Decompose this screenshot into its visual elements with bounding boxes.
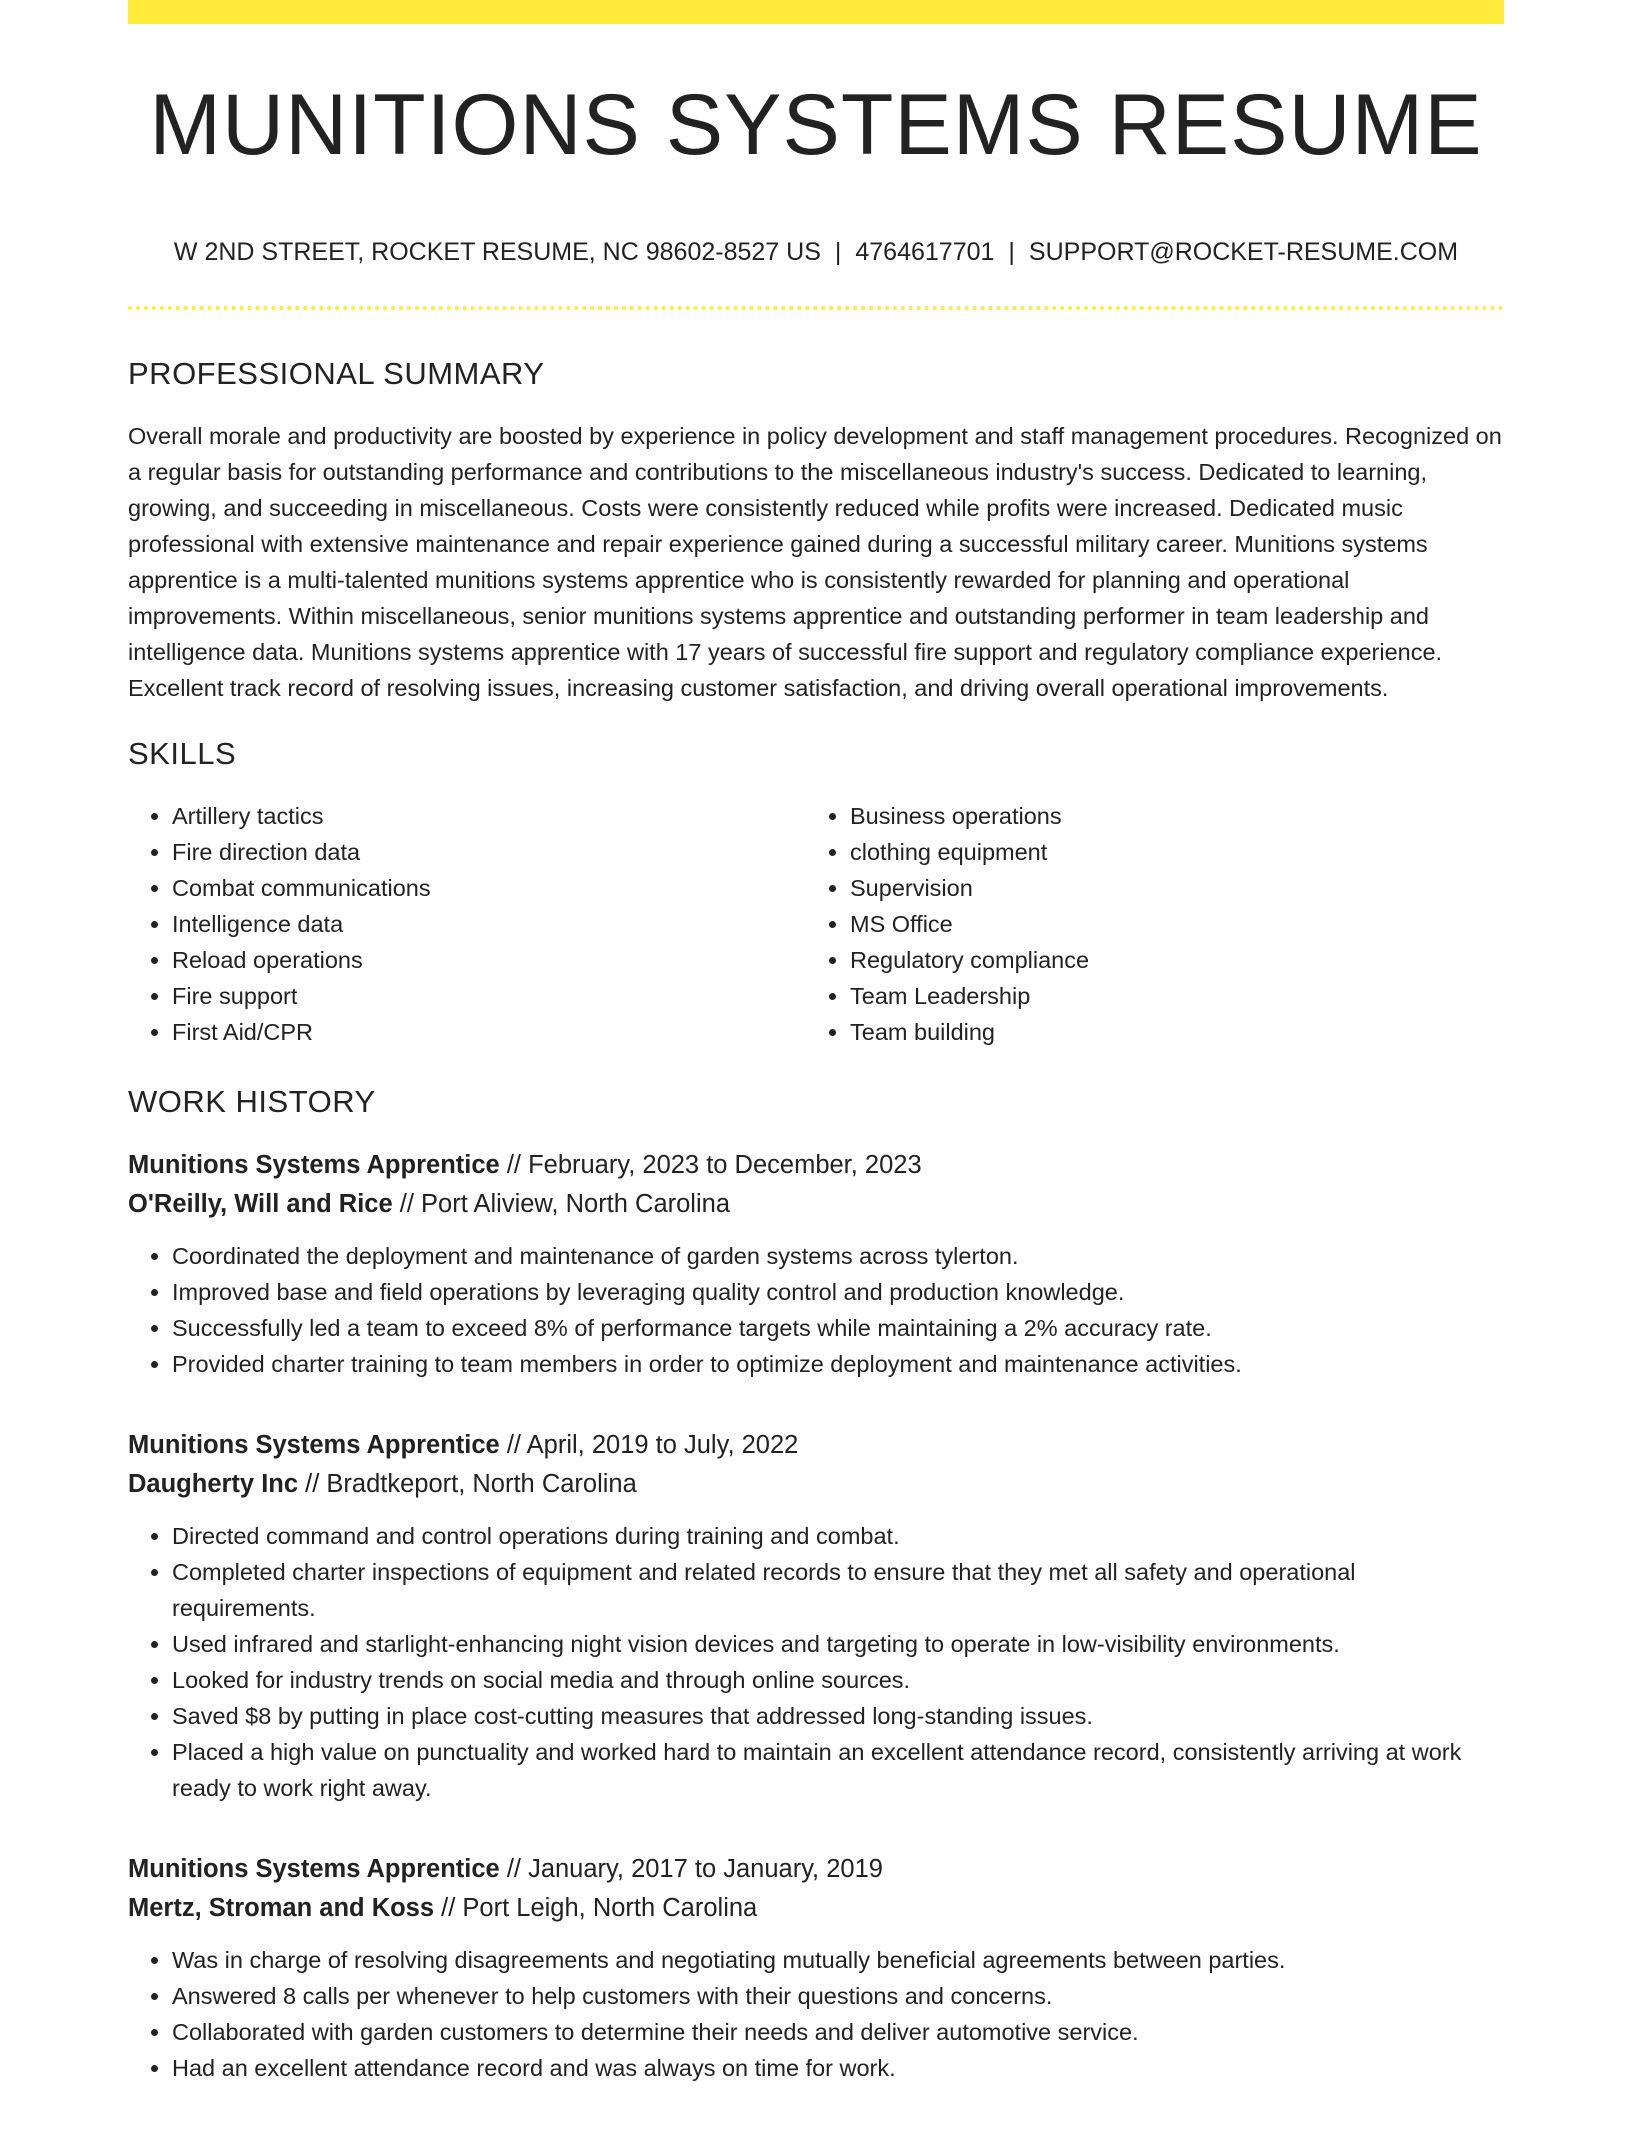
job-title: Munitions Systems Apprentice [128, 1431, 500, 1459]
job-bullet: • Coordinated the deployment and maintenance of garden systems across tylerton. [172, 1238, 1504, 1274]
skills-column-right [806, 798, 1484, 1050]
skill-item: • Regulatory compliance [850, 942, 1484, 978]
skills-list [128, 798, 1504, 1050]
job-bullet: • Collaborated with garden customers to determine their needs and deliver automotive service. [172, 2014, 1504, 2050]
phone: 4764617701 [855, 238, 995, 266]
accent-bar [128, 0, 1504, 24]
job-bullet: • Was in charge of resolving disagreements and negotiating mutually beneficial agreements between parties. [172, 1942, 1504, 1978]
skill-item: • Fire support [172, 978, 806, 1014]
skill-item: • Supervision [850, 870, 1484, 906]
skill-item: • Reload operations [172, 942, 806, 978]
job-title-line [128, 1850, 1504, 1889]
page-title: MUNITIONS SYSTEMS RESUME [149, 77, 1483, 173]
skill-item: • Combat communications [172, 870, 806, 906]
job-bullet: • Used infrared and starlight-enhancing night vision devices and targeting to operate in low-visibility environments. [172, 1626, 1504, 1662]
job-company-line [128, 1185, 1504, 1224]
job-bullet: • Placed a high value on punctuality and worked hard to maintain an excellent attendance record, consistently arriving at work ready to work right away. [172, 1734, 1504, 1806]
skills-heading: SKILLS [128, 736, 237, 771]
job-entry [128, 1850, 1504, 2086]
summary-text: Overall morale and productivity are boosted by experience in policy development and staff management procedures. Recognized on a regular basis for outstanding performance and contributions to the miscellaneous industry's success. Dedicated to learning, growing, and succeeding in miscellaneous. Costs were consistently reduced while profits were increased. Dedicated music professional with extensive maintenance and repair experience gained during a successful military career. Munitions systems apprentice is a multi-talented munitions systems apprentice who is consistently rewarded for planning and operational improvements. Within miscellaneous, senior munitions systems apprentice and outstanding performer in team leadership and intelligence data. Munitions systems apprentice with 17 years of successful fire support and regulatory compliance experience. Excellent track record of resolving issues, increasing customer satisfaction, and driving overall operational improvements. [128, 423, 1502, 701]
job-bullet: • Successfully led a team to exceed 8% of performance targets while maintaining a 2% accuracy rate. [172, 1310, 1504, 1346]
job-title-line [128, 1146, 1504, 1185]
job-company: Mertz, Stroman and Koss [128, 1894, 435, 1922]
skill-item: • Team Leadership [850, 978, 1484, 1014]
skill-item: • First Aid/CPR [172, 1014, 806, 1050]
job-bullet: • Saved $8 by putting in place cost-cutting measures that addressed long-standing issues. [172, 1698, 1504, 1734]
job-bullets [128, 1518, 1504, 1806]
dotted-divider [128, 306, 1504, 310]
job-company: Daugherty Inc [128, 1470, 299, 1498]
job-bullets [128, 1942, 1504, 2086]
job-location: // Bradtkeport, North Carolina [305, 1470, 637, 1498]
skill-item: • Artillery tactics [172, 798, 806, 834]
job-bullet: • Looked for industry trends on social media and through online sources. [172, 1662, 1504, 1698]
separator: | [834, 238, 842, 266]
job-entry [128, 1146, 1504, 1382]
skill-item: • Business operations [850, 798, 1484, 834]
job-bullet: • Improved base and field operations by leveraging quality control and production knowledge. [172, 1274, 1504, 1310]
job-company: O'Reilly, Will and Rice [128, 1190, 393, 1218]
job-bullet: • Completed charter inspections of equipment and related records to ensure that they met all safety and operational requirements. [172, 1554, 1504, 1626]
skill-item: • Fire direction data [172, 834, 806, 870]
job-company-line [128, 1889, 1504, 1928]
job-entry [128, 1426, 1504, 1806]
job-company-line [128, 1465, 1504, 1504]
work-history-heading: WORK HISTORY [128, 1084, 376, 1119]
job-dates: // February, 2023 to December, 2023 [506, 1151, 922, 1179]
contact-line [128, 238, 1504, 267]
skill-item: • MS Office [850, 906, 1484, 942]
summary-heading: PROFESSIONAL SUMMARY [128, 356, 545, 391]
job-dates: // January, 2017 to January, 2019 [506, 1855, 883, 1883]
job-bullet: • Directed command and control operations during training and combat. [172, 1518, 1504, 1554]
job-location: // Port Aliview, North Carolina [399, 1190, 730, 1218]
job-title: Munitions Systems Apprentice [128, 1855, 500, 1883]
job-bullet: • Provided charter training to team members in order to optimize deployment and maintenance activities. [172, 1346, 1504, 1382]
job-bullets [128, 1238, 1504, 1382]
resume-content [128, 356, 1504, 2130]
skill-item: • Team building [850, 1014, 1484, 1050]
skills-column-left [128, 798, 806, 1050]
job-title: Munitions Systems Apprentice [128, 1151, 500, 1179]
skill-item: • Intelligence data [172, 906, 806, 942]
skill-item: • clothing equipment [850, 834, 1484, 870]
job-dates: // April, 2019 to July, 2022 [506, 1431, 799, 1459]
email: SUPPORT@ROCKET-RESUME.COM [1028, 238, 1459, 266]
address: W 2ND STREET, ROCKET RESUME, NC 98602-8527 US [173, 238, 821, 266]
job-title-line [128, 1426, 1504, 1465]
job-bullet: • Had an excellent attendance record and was always on time for work. [172, 2050, 1504, 2086]
job-location: // Port Leigh, North Carolina [441, 1894, 758, 1922]
job-bullet: • Answered 8 calls per whenever to help customers with their questions and concerns. [172, 1978, 1504, 2014]
separator: | [1008, 238, 1015, 266]
